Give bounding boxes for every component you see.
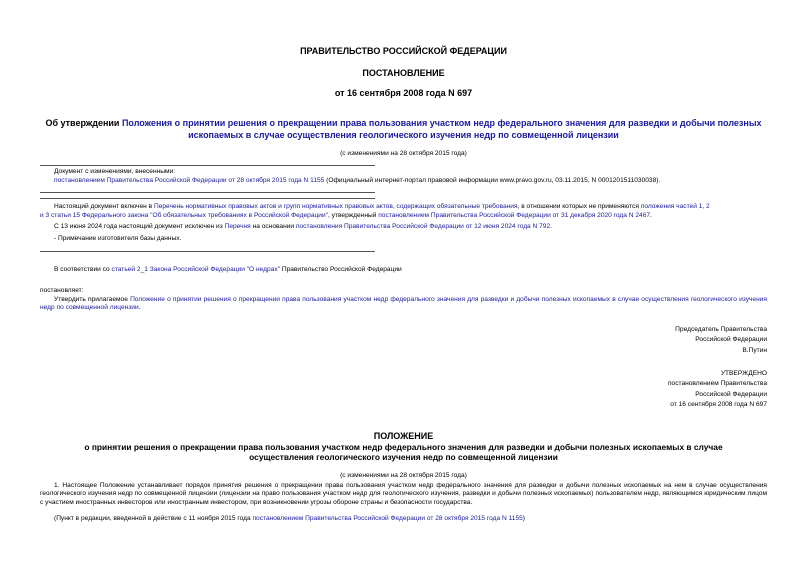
document-title — [0, 117, 807, 141]
item-1-note-text: (Пункт в редакции, введенной в действие с 11 ноября 2015 года — [54, 515, 253, 522]
signature-name: В.Путин — [742, 347, 767, 354]
document-date-number: от 16 сентября 2008 года N 697 — [334, 88, 473, 98]
preamble-law-link[interactable]: статьей 2_1 Закона Российской Федерации "О недрах" — [111, 266, 280, 273]
notice-link-list[interactable]: Перечень нормативных правовых актов и групп нормативных правовых актов, содержащих обязательные требования — [153, 203, 518, 210]
approved-label: УТВЕРЖДЕНО — [720, 370, 767, 377]
divider — [40, 251, 375, 252]
signature-title: Председатель Правительства — [675, 326, 767, 333]
notice-link-decree-792[interactable]: постановления Правительства Российской Федерации от 12 июня 2024 года N 792 — [295, 223, 551, 230]
title-link[interactable]: Положения о принятии решения о прекращении права пользования участком недр федерального значения для разведки и добычи полезных — [121, 118, 762, 128]
notice-text: на основании — [250, 223, 296, 230]
preamble-text: В соответствии со — [54, 266, 112, 273]
changes-note: (с изменениями на 28 октября 2015 года) — [340, 150, 467, 157]
item-1-note-link[interactable]: постановлением Правительства Российской Федерации от 28 октября 2015 года N 1155 — [252, 515, 523, 522]
notice-db-note: - Примечание изготовителя базы данных. — [54, 235, 182, 242]
divider — [40, 165, 375, 166]
notice-link-decree-2467[interactable]: постановлением Правительства Российской Федерации от 31 декабря 2020 года N 2467 — [378, 212, 651, 219]
regulation-subtitle-2: осуществления геологического изучения недр по совмещенной лицензии — [249, 452, 558, 462]
notice-link-law[interactable]: и 3 статьи 15 Федерального закона "Об обязательных требованиях в Российской Федерации" — [40, 212, 329, 219]
government-name: ПРАВИТЕЛЬСТВО РОССИЙСКОЙ ФЕДЕРАЦИИ — [300, 46, 507, 56]
signature-title-2: Российской Федерации — [695, 336, 767, 343]
notice-text: С 13 июня 2024 года настоящий документ исключен из — [54, 223, 225, 230]
document-type: ПОСТАНОВЛЕНИЕ — [362, 68, 445, 78]
title-prefix: Об утверждении — [45, 118, 122, 128]
divider — [40, 198, 375, 199]
amendment-link[interactable]: постановлением Правительства Российской Федерации от 28 октября 2015 года N 1155 — [54, 177, 325, 184]
notice-line-1 — [54, 203, 710, 211]
approve-text: Утвердить прилагаемое — [54, 296, 131, 303]
item-1: 1. Настоящее Положение устанавливает порядок принятия решения о прекращении права пользования участком недр федерального значения для разведки и добычи полезных ископаемых на нем в случае осуществления геологического изучения недр по совмещенной лицензии (лицензии на право пользования участком недр для геологического изучения, разведки и добычи полезных ископаемых) пользователем недр, являющимся юридическим лицом с участием иностранных инвесторов или иностранным инвестором, при возникновении угрозы обороне страны и безопасности государства. — [40, 482, 767, 506]
regulation-subtitle: о принятии решения о прекращении права пользования участком недр федерального значения для разведки и добычи полезных ископаемых в случае — [84, 442, 723, 452]
resolves: постановляет: — [40, 287, 84, 294]
preamble-text: Правительство Российской Федерации — [280, 266, 402, 273]
notice-text: . — [550, 223, 552, 230]
notice-text: Настоящий документ включен в — [54, 203, 154, 210]
approved-by: постановлением Правительства — [667, 380, 767, 387]
regulation-changes-note: (с изменениями на 28 октября 2015 года) — [340, 472, 467, 479]
notice-line-2 — [40, 212, 652, 220]
approve-text: . — [138, 304, 141, 312]
approve-link[interactable]: Положение о принятии решения о прекращении права пользования участком недр федерального значения для разведки и добычи полезных ископаемых в случае осуществления геологического изучения недр по совмещенной лицензии — [40, 296, 767, 312]
divider — [40, 192, 375, 193]
approve-paragraph — [40, 296, 767, 313]
notice-link-perechen[interactable]: Перечня — [224, 223, 251, 230]
amendments-intro: Документ с изменениями, внесенными: — [54, 168, 176, 175]
notice-line-3 — [54, 223, 552, 231]
notice-text: , в отношении которых не применяются — [517, 203, 641, 210]
notice-link-parts[interactable]: положения частей 1, 2 — [640, 203, 710, 210]
approved-date: от 16 сентября 2008 года N 697 — [670, 401, 767, 408]
notice-text: , утвержденный — [328, 212, 379, 219]
item-1-note-text: ) — [522, 515, 525, 522]
amendment-source: (Официальный интернет-портал правовой информации www.pravo.gov.ru, 03.11.2015, N 0001201511030038). — [324, 177, 661, 184]
item-1-note — [54, 515, 525, 523]
preamble — [54, 266, 402, 274]
amendments-line — [54, 177, 660, 185]
regulation-heading: ПОЛОЖЕНИЕ — [373, 431, 434, 441]
notice-text: . — [650, 212, 652, 219]
title-link-cont[interactable]: ископаемых в случае осуществления геологического изучения недр по совмещенной лицензии — [188, 130, 619, 140]
approved-by-2: Российской Федерации — [695, 391, 767, 398]
